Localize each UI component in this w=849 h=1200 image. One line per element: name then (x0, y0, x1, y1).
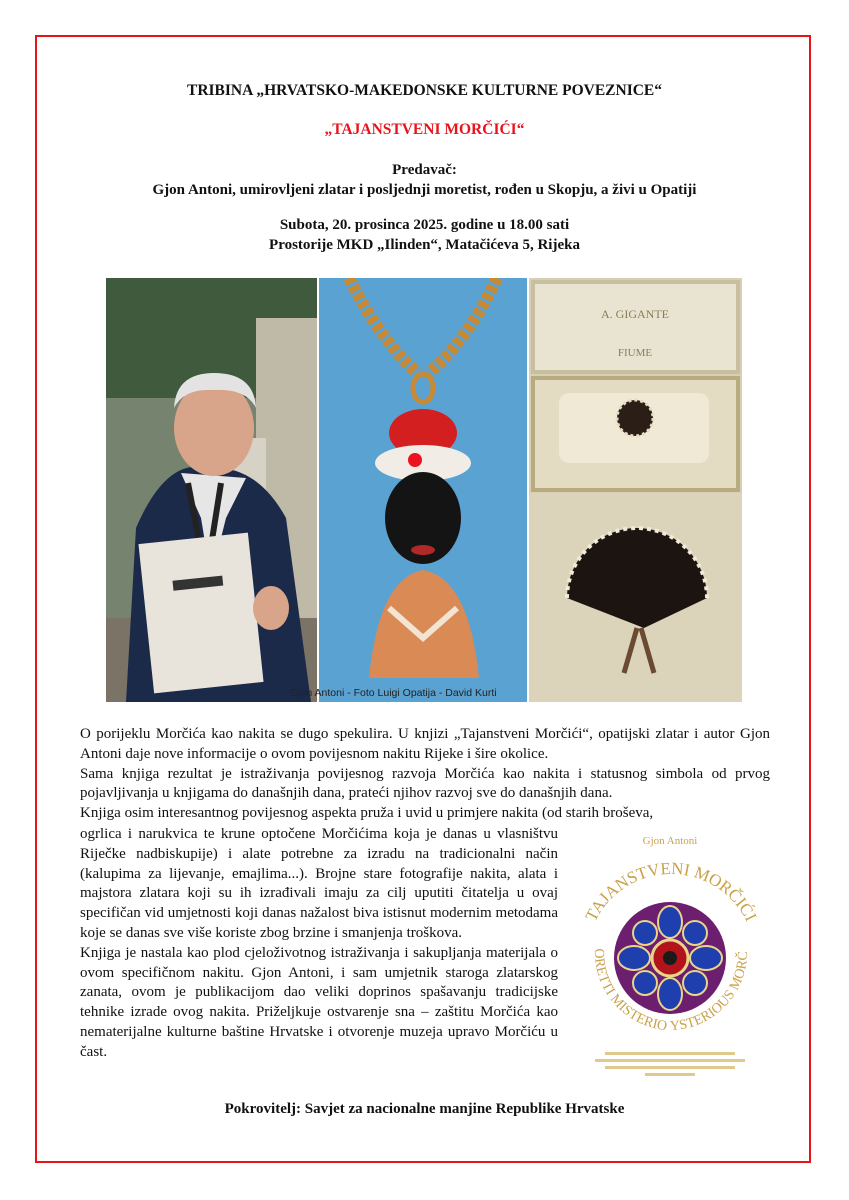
lecture-title: „TAJANSTVENI MORČIĆI“ (324, 121, 525, 138)
body-text-top (80, 725, 770, 824)
book-title: TAJANSTVENI MORČIĆI (581, 858, 761, 925)
box-maker-label: A. GIGANTE (601, 307, 669, 321)
paragraph-insight: ogrlica i narukvica te krune optočene Morčićima koja je danas u vlasništvu Riječke nadbiskupije) i alate potrebne za izradu na tradicionalni način (kalupima za lijevanje, emajlima...). Brojne stare fotografije nakita, alata i majstora zlatara koji su ih izrađivali imaju za cilj uputiti čitatelja u ovaj specifičan vid umjetnosti koji danas nažalost biva istisnut modernim metodama koje se danas sve više koriste zbog brzine i smanjenja troškova. (80, 826, 558, 941)
photo-caption: Gjon Antoni - Foto Luigi Opatija - David Kurti (290, 687, 497, 699)
photo-collage (106, 278, 742, 702)
body-text-wrapped (80, 825, 558, 1063)
paragraph-lifework: Knjiga je nastala kao plod cjeloživotnog istraživanja i sakupljanja materijala o ovom specifičnom nakitu. Gjon Antoni, i sam umjetnik staroga zlatarskog zanata, ovom je publikacijom dao veliki doprinos spašavanju tradicijske tehnike izrade ovog nakita. Priželjkuje ostvarenje sna – zaštitu Morčića kao nematerijalne kulturne baštine Hrvatske i otvorenje muzeja upravo Morčiću u čast. (80, 944, 558, 1060)
photo-pendant (319, 278, 527, 702)
book-cover (565, 830, 775, 1085)
book-arc-right: YSTERIOUS MORČ (669, 950, 752, 1035)
box-city-label: FIUME (617, 347, 653, 359)
book-arc-left: ORETTI MISTERIO (590, 948, 669, 1035)
paragraph-insight-start: Knjiga osim interesantnog povijesnog aspekta pruža i uvid u primjere nakita (od starih broševa, (80, 805, 654, 822)
paragraph-origin: O porijeklu Morčića kao nakita se dugo spekulira. U knjizi „Tajanstveni Morčići“, opatijski zlatar i autor Gjon Antoni daje nove informacije o ovom povijesnom nakitu Rijeke i šire okolice. (80, 726, 770, 762)
speaker-label: Predavač: (392, 162, 457, 178)
book-emblem (614, 902, 726, 1014)
book-author: Gjon Antoni (642, 835, 698, 847)
speaker-name: Gjon Antoni, umirovljeni zlatar i posljednji moretist, rođen u Skopju, a živi u Opatiji (152, 182, 697, 198)
event-venue: Prostorije MKD „Ilinden“, Matačićeva 5, Rijeka (269, 237, 580, 253)
event-details (0, 215, 849, 255)
speaker-block (0, 160, 849, 200)
sponsor-line: Pokrovitelj: Savjet za nacionalne manjine Republike Hrvatske (224, 1101, 625, 1117)
photo-portrait (106, 278, 317, 702)
photo-jewellery (529, 278, 742, 702)
paragraph-research: Sama knjiga rezultat je istraživanja povijesnog razvoja Morčića kao nakita i statusnog simbola od prvog pojavljivanja u knjigama do današnjih dana, prateći njihov razvoj sve do današnjih dana. (80, 765, 770, 802)
event-title: TRIBINA „HRVATSKO-MAKEDONSKE KULTURNE POVEZNICE“ (186, 82, 663, 99)
event-date: Subota, 20. prosinca 2025. godine u 18.00 sati (279, 217, 570, 233)
